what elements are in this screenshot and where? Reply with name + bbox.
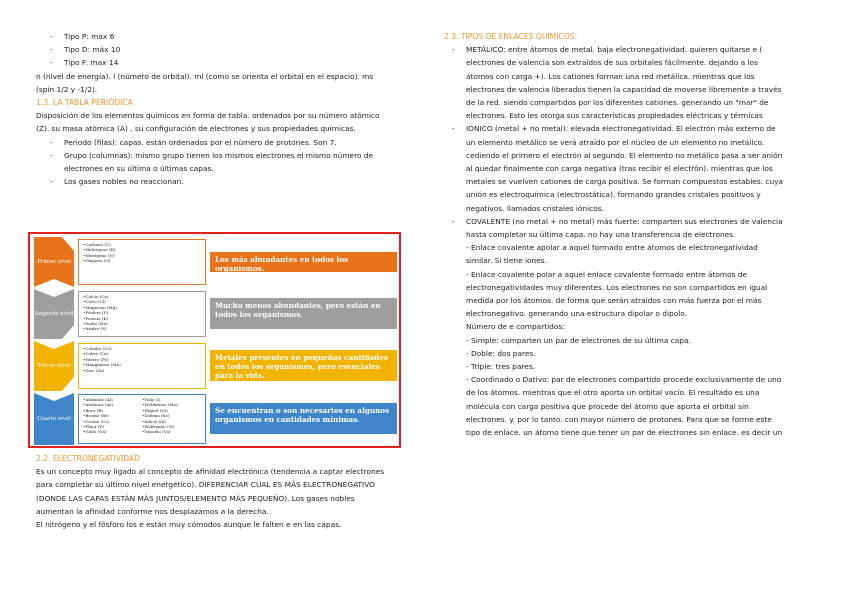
level-banner: Los más abundantes en todos los organismos. bbox=[210, 252, 397, 272]
level-chevron bbox=[34, 289, 74, 339]
paragraph-line: aumentan la afinidad conforme nos desplazamos a la derecha. bbox=[36, 506, 269, 516]
paragraph-line: COVALENTE (no metal + no metal) más fuerte: comparten sus electrones de valencia bbox=[466, 216, 783, 226]
figure-row-level-2 bbox=[34, 289, 397, 339]
paragraph-line: Es un concepto muy ligado al concepto de afinidad electrónica (tendencia a captar electrones bbox=[36, 467, 385, 477]
paragraph-line: unión es electroquímica (electrostática). formando grandes cristales positivos y bbox=[466, 190, 761, 200]
element-item: •Manganeso (Mn) bbox=[83, 362, 121, 368]
quantum-numbers-line: (spin 1/2 y -1/2). bbox=[36, 84, 98, 94]
element-item: •Arsénico (As) bbox=[83, 402, 114, 408]
element-item: •Galio (Ga) bbox=[83, 429, 107, 435]
element-item: •Nitrógeno (N) bbox=[83, 252, 115, 258]
element-item: •Níquel (Ni) bbox=[142, 407, 168, 413]
paragraph-line: un elemento metálico se verá atraído por el núcleo de un elemento no metálico. bbox=[466, 137, 765, 147]
element-item: •Molibdeno (Mo) bbox=[142, 402, 178, 408]
paragraph-line: molécula con carga positiva que procede del átomo que aporta el orbital sin bbox=[466, 401, 749, 411]
element-item: •Zinc (Zn) bbox=[83, 367, 105, 373]
element-item: •Cloro (Cl) bbox=[83, 299, 106, 305]
element-item: •Flúor (F) bbox=[83, 424, 104, 430]
list-item-text: Tipo D: máx 10 bbox=[64, 45, 121, 55]
paragraph-line: negativos. llamados cristales iónicos. bbox=[466, 203, 604, 213]
level-banner: Metales presentes en pequeñas cantidades en todos los organismos, pero esenciales para la vida. bbox=[210, 350, 397, 381]
list-item-continuation bbox=[36, 162, 408, 175]
element-list bbox=[78, 343, 206, 389]
element-item: •Magnesio (Mg) bbox=[83, 304, 117, 310]
level-label: Primer nivel bbox=[37, 259, 71, 265]
paragraph-line: - Simple: comparten un par de electrones de su última capa. bbox=[466, 335, 691, 345]
element-item: •Hidrógeno (H) bbox=[83, 247, 116, 253]
quantum-numbers-line: n (nivel de energía). l (número de orbital). ml (como se orienta el orbital en el espacio). ms bbox=[36, 71, 374, 81]
level-label: Tercer nivel bbox=[37, 363, 71, 369]
list-item-text: electrones en su última o últimas capas. bbox=[64, 164, 214, 174]
level-chevron bbox=[34, 237, 74, 287]
element-item: •Aluminio (Al) bbox=[83, 397, 113, 402]
element-list bbox=[78, 291, 206, 337]
paragraph-line: cediendo el primero el electrón al segundo. El elemento no metálico pasa a ser anión bbox=[466, 150, 783, 160]
paragraph-line: electrones de valencia liberados tienen la capacidad de moverse libremente a través bbox=[466, 84, 782, 94]
paragraph-line: metales se vuelven cationes de carga positiva. Se forman compuestos estables. cuya bbox=[466, 177, 784, 187]
element-item: •Azufre (S) bbox=[83, 326, 107, 332]
list-item: - Tipo D: máx 10 bbox=[36, 43, 408, 56]
paragraph-line: El nitrógeno y el fósforo los e están muy cómodos aunque le falten e en las capas. bbox=[36, 520, 342, 530]
paragraph-line: IÓNICO (metal + no metal): elevada electronegatividad. El electrón más externo de bbox=[466, 124, 776, 134]
paragraph: (Z). su masa atómica (A) . su configuración de electrones y sus propiedades químicas. bbox=[36, 124, 356, 134]
element-item: •Wolframio (W) bbox=[142, 424, 175, 430]
paragraph-line: electronegativo. generando una estructura dipolar o dipolo. bbox=[466, 309, 688, 319]
paragraph-line: (DONDE LAS CAPAS ESTÁN MÁS JUNTOS/ELEMENTO MÁS PEQUEÑO). Los gases nobles bbox=[36, 493, 355, 503]
level-chevron bbox=[34, 393, 74, 445]
paragraph-line: METÁLICO: entre átomos de metal. baja electronegatividad. quieren quitarse e ( bbox=[466, 45, 763, 55]
paragraph: Disposición de los elementos químicos en forma de tabla. ordenados por su número atómico bbox=[36, 111, 380, 121]
figure-row-level-3 bbox=[34, 341, 397, 391]
element-list bbox=[78, 239, 206, 285]
element-item: •Cromo (Cr) bbox=[83, 418, 109, 424]
paragraph-line: similar. Si tiene iones. bbox=[466, 256, 547, 266]
list-item-text: Tipo P: max 6 bbox=[64, 32, 115, 41]
section-heading-chemical-bonds: 2.3. TIPOS DE ENLACES QUÍMICOS: bbox=[444, 32, 578, 41]
paragraph-line: - Triple: tres pares. bbox=[466, 362, 536, 372]
paragraph-line: - Coordinado o Dativo: par de electrones compartido procede exclusivamente de uno bbox=[466, 375, 782, 385]
figure-row-level-1 bbox=[34, 237, 397, 287]
list-item: - Tipo F: max 14 bbox=[36, 56, 408, 69]
list-item: - Los gases nobles no reaccionan. bbox=[36, 175, 408, 188]
level-chevron bbox=[34, 341, 74, 391]
paragraph-line: de la red. siendo compartidos por los diferentes cationes. generando un "mar" de bbox=[466, 98, 769, 108]
section-heading-periodic-table: 1.3. LA TABLA PERIÓDICA bbox=[36, 98, 133, 108]
element-item: •Bromo (Br) bbox=[83, 413, 109, 419]
level-label: Cuarto nivel bbox=[37, 416, 71, 422]
element-item: •Fósforo (P) bbox=[83, 310, 109, 316]
list-item-covalente: - COVALENTE (no metal + no metal) más fuerte: comparten sus electrones de valencia hasta completar su última capa. no hay una transferencia de electrones. bbox=[444, 215, 828, 241]
list-item: - Tipo P: max 6 bbox=[36, 30, 408, 43]
element-item: •Selenio (Se) bbox=[142, 413, 170, 419]
list-item-text: Grupo (columnas): mismo grupo tienen los mismos electrones el mismo número de bbox=[64, 150, 374, 160]
element-item: •Hierro (Fe) bbox=[83, 356, 109, 362]
list-item-text: Periodo (filas): capas. están ordenados por el número de protones. Son 7. bbox=[64, 137, 337, 147]
paragraph-line: para completar su último nivel energético). DIFERENCIAR CUAL ES MÁS ELECTRONEGATIVO bbox=[36, 480, 375, 490]
element-item: •Boro (B) bbox=[83, 407, 103, 413]
level-label: Segundo nivel bbox=[34, 311, 74, 317]
element-item: •Silicio (Si) bbox=[142, 418, 166, 424]
level-banner: Mucho menos abundantes, pero están en todos los organismos. bbox=[210, 298, 397, 329]
level-banner: Se encuentran o son necesarios en algunos organismos en cantidades mínimas. bbox=[210, 403, 397, 434]
element-item: •Calcio (Ca) bbox=[83, 294, 109, 299]
bioelements-figure bbox=[28, 232, 401, 448]
element-item: •Sodio (Na) bbox=[83, 321, 108, 327]
paragraph-line: tipo de enlace. un átomo tiene que tener un par de electrones sin enlace. es decir un bbox=[466, 428, 783, 438]
element-item: •Vanadio (Va) bbox=[142, 429, 171, 435]
element-item: •Potasio (K) bbox=[83, 315, 108, 321]
paragraph-line: electrones. Esto les otorga sus características propiedades eléctricas y térmicas bbox=[466, 111, 763, 121]
figure-row-level-4 bbox=[34, 393, 397, 445]
list-item-metalico: - METÁLICO: entre átomos de metal. baja electronegatividad. quieren quitarse e ( electrones de valencia son extraídos de sus orbitales fácilmente. dejando a los átomos con carga +). Los cationes forman una red metálica. mientras que los electrones de valencia liberados tienen la capacidad de moverse libremente a través de la red. siendo compartidos por los diferentes cationes. generando un "mar" de electrones. Esto les otorga sus características propiedades eléctricas y térmicas bbox=[444, 43, 828, 122]
paragraph-line: hasta completar su última capa. no hay una transferencia de electrones. bbox=[466, 230, 736, 240]
paragraph-line: medida por los átomos. de forma que serán atraídos con más fuerza por el más bbox=[466, 296, 762, 306]
paragraph-line: - Enlace covalente apolar a aquel formado entre átomos de electronegatividad bbox=[466, 243, 758, 253]
list-item: - Periodo (filas): capas. están ordenados por el número de protones. Son 7. bbox=[36, 136, 408, 149]
paragraph-line: electrones de valencia son extraídos de sus orbitales fácilmente. dejando a los bbox=[466, 58, 758, 68]
list-item-text: Los gases nobles no reaccionan. bbox=[64, 177, 184, 187]
list-item: - Grupo (columnas): mismo grupo tienen los mismos electrones el mismo número de bbox=[36, 149, 408, 162]
element-list bbox=[78, 394, 206, 444]
paragraph-line: Número de e compartidos: bbox=[466, 322, 565, 332]
paragraph-line: al quedar finalmente con carga negativa (tras recibir el electrón). mientras que los bbox=[466, 164, 773, 174]
covalent-details bbox=[444, 241, 828, 439]
paragraph-line: electronegatividades muy diferentes. Los electrones no son compartidos en igual bbox=[466, 282, 768, 292]
paragraph-line: - Doble: dos pares. bbox=[466, 348, 536, 358]
element-item: •Cobalto (Co) bbox=[83, 346, 112, 351]
paragraph-line: - Enlace covalente polar a aquel enlace covalente formado entre átomos de bbox=[466, 269, 748, 279]
paragraph-line: electrones. y. por lo tanto. con mayor número de protones. Para que se forme este bbox=[466, 414, 772, 424]
list-item-ionico: - IÓNICO (metal + no metal): elevada electronegatividad. El electrón más externo de un elemento metálico se verá atraído por el núcleo de un elemento no metálico. cediendo el primero el electrón al segundo. El elemento no metálico pasa a ser anión al quedar finalmente con carga negativa (tras recibir el electrón). mientras que los metales se vuelven cationes de carga positiva. Se forman compuestos estables. cuya unión es electroquímica (electrostática). formando grandes cristales positivos y negativos. llamados cristales iónicos. bbox=[444, 122, 828, 214]
element-item: •Cobre (Cu) bbox=[83, 351, 109, 357]
element-item: •Yodo (I) bbox=[142, 397, 161, 402]
element-item: •Carbono (C) bbox=[83, 242, 111, 247]
element-item: •Oxígeno (O) bbox=[83, 258, 111, 264]
paragraph-line: de los átomos. mientras que el otro aporta un orbital vacío. El resultado es una bbox=[466, 388, 760, 398]
list-item-text: Tipo F: max 14 bbox=[64, 58, 119, 68]
section-heading-electronegativity: 2.2. ELECTRONEGATIVIDAD bbox=[36, 454, 140, 463]
paragraph-line: átomos con carga +). Los cationes forman una red metálica. mientras que los bbox=[466, 71, 755, 81]
